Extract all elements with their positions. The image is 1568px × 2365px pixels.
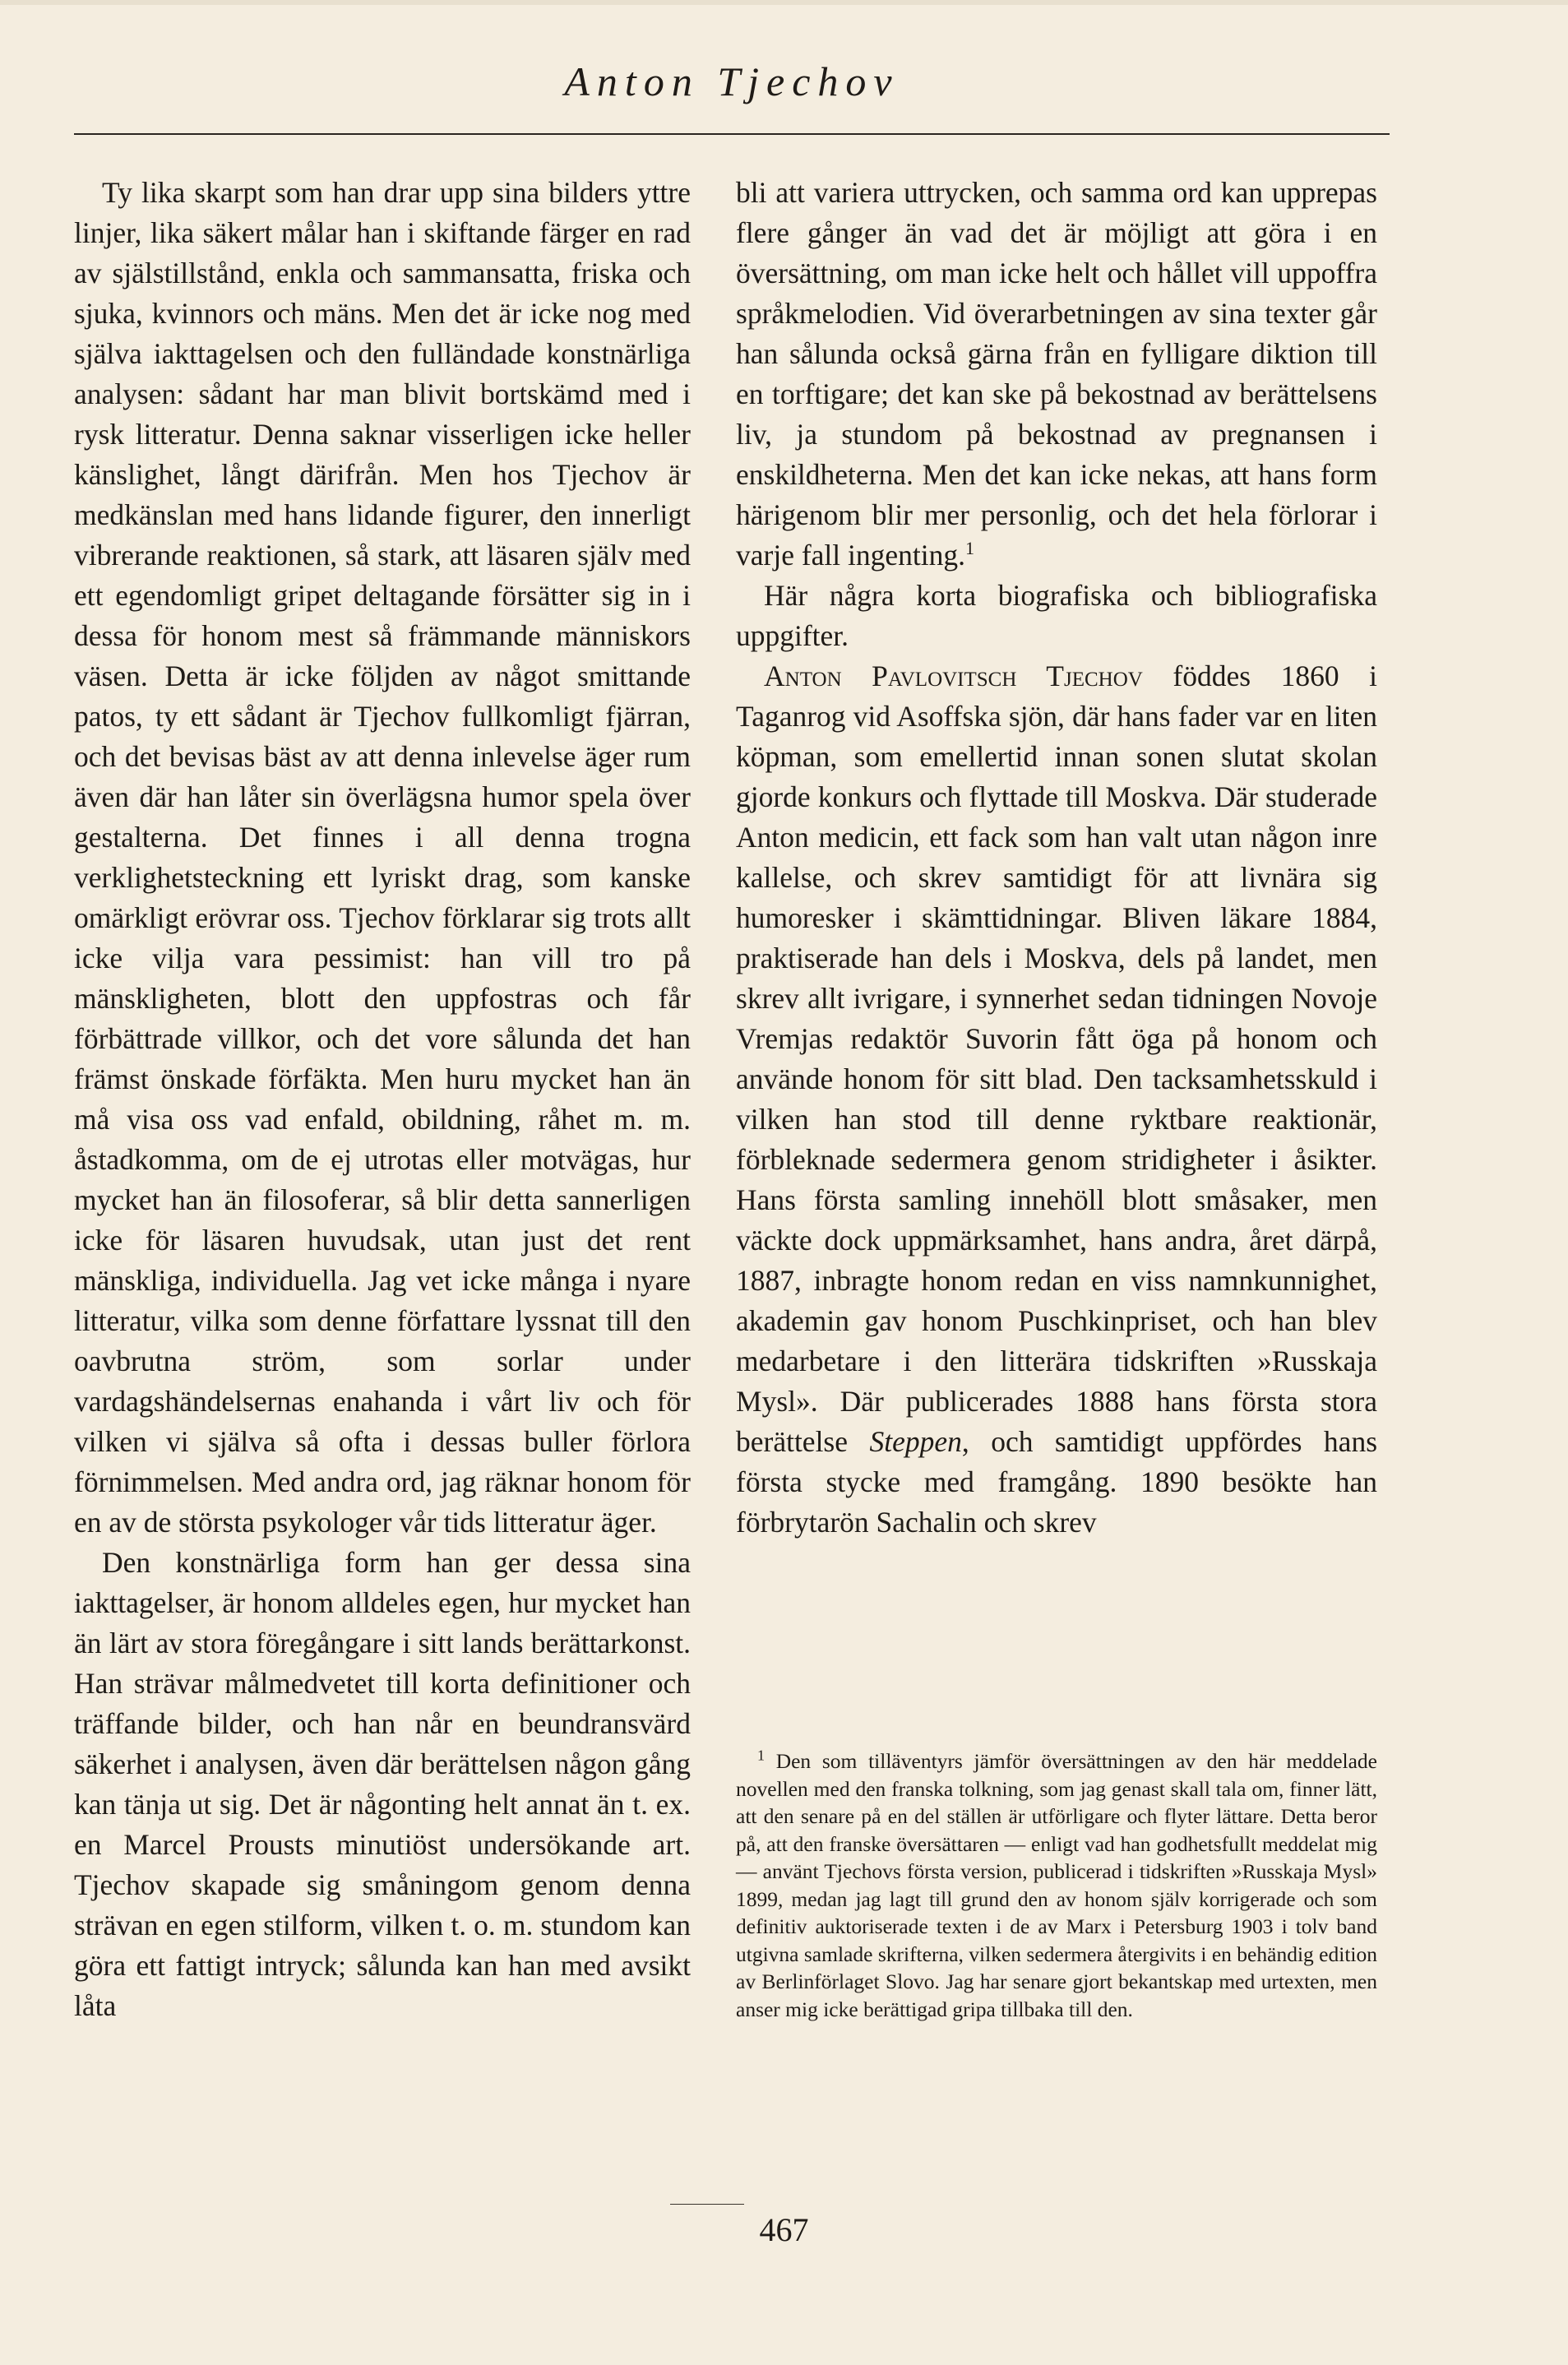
right-paragraph-1-text: bli att variera uttrycken, och samma ord kan upprepas flere gånger än vad det är möjligt att göra i en översättning, om man icke helt och hållet vill uppoffra språkmelodien. Vid överarbetningen av sina texter går han sålunda också gärna från en fylligare diktion till en torftigare; det kan ske på bekostnad av berättelsens liv, ja stundom på bekostnad av pregnansen i enskildheterna. Men det kan icke nekas, att hans form härigenom blir mer personlig, och det hela förlorar i varje fall ingenting.	[736, 176, 1377, 572]
page-top-edge	[0, 0, 1568, 5]
work-title-steppen: Steppen	[869, 1425, 962, 1458]
right-paragraph-1	[736, 173, 1377, 576]
right-paragraph-2: Här några korta biografiska och bibliografiska uppgifter.	[736, 579, 1377, 652]
footnote-number: 1	[757, 1747, 765, 1764]
right-paragraph-3-text-b: , och samtidigt uppfördes hans första stycke med framgång. 1890 besökte han förbrytarön Sachalin och skrev	[736, 1425, 1378, 1539]
page-number: 467	[759, 2211, 809, 2248]
right-paragraph-3	[736, 656, 1377, 1543]
footnote-text: Den som tilläventyrs jämför översättningen av den här meddelade novellen med den franska tolkning, som jag genast skall tala om, finner lätt, att den senare på en del ställen är utförligare och flyter lättare. Detta beror på, att den franske översättaren — enligt vad han godhetsfullt meddelat mig — använt Tjechovs första version, publicerad i tidskriften »Russkaja Mysl» 1899, medan jag lagt till grund den av honom själv korrigerade och som definitiv auktoriserade texten i de av Marx i Petersburg 1903 i tolv band utgivna samlade skrifterna, vilken sedermera återgivits i en behändig edition av Berlinförlaget Slovo. Jag har senare gjort bekantskap med urtexten, men anser mig icke berättigad gripa tillbaka till den.	[736, 1749, 1377, 2021]
left-column	[74, 173, 691, 2026]
header-rule	[74, 133, 1390, 135]
footnote-reference[interactable]: 1	[964, 538, 974, 559]
right-paragraph-3-text-a: föddes 1860 i Taganrog vid Asoffska sjön, där hans fader var en liten köpman, som emellertid innan sonen slutat skolan gjorde konkurs och flyttade till Moskva. Där studerade Anton medicin, ett fack som han valt utan någon inre kallelse, och skrev samtidigt för att livnära sig humoresker i skämttidningar. Bliven läkare 1884, praktiserade han dels i Moskva, dels på landet, men skrev allt ivrigare, i synnerhet sedan tidningen Novoje Vremjas redaktör Suvorin fått öga på honom och använde honom för sitt blad. Den tacksamhetsskuld i vilken han stod till denne ryktbare reaktionär, förbleknade sedermera genom stridigheter i åsikter. Hans första samling innehöll blott småsaker, men väckte dock uppmärksamhet, hans andra, året därpå, 1887, inbragte honom redan en viss namnkunnighet, akademin gav honom Puschkinpriset, och han blev medarbetare i den litterära tidskriften »Russkaja Mysl». Där publicerades 1888 hans första stora berättelse	[736, 660, 1377, 1458]
running-header-title: Anton Tjechov	[564, 58, 900, 104]
left-paragraph-2: Den konstnärliga form han ger dessa sina iakttagelser, är honom alldeles egen, hur mycket han än lärt av stora föregångare i sitt lands berättarkonst. Han strävar målmedvetet till korta definitioner och träffande bilder, och han når en beundransvärd säkerhet i analysen, även där berättelsen någon gång kan tänja ut sig. Det är någonting helt annat än t. ex. en Marcel Prousts minutiöst undersökande art. Tjechov skapade sig småningom genom denna strävan en egen stilform, vilken t. o. m. stundom kan göra ett fattigt intryck; sålunda kan han med avsikt låta	[74, 1546, 691, 2022]
page-number-rule	[670, 2204, 744, 2205]
left-paragraph-1: Ty lika skarpt som han drar upp sina bilders yttre linjer, lika säkert målar han i skiftande färger en rad av själstillstånd, enkla och sammansatta, friska och sjuka, kvinnors och mäns. Men det är icke nog med själva iakttagelsen och den fulländade konstnärliga analysen: sådant har man blivit bortskämd med i rysk litteratur. Denna saknar visserligen icke heller känslighet, långt därifrån. Men hos Tjechov är medkänslan med hans lidande figurer, den innerligt vibrerande reaktionen, så stark, att läsaren själv med ett egendomligt gripet deltagande försätter sig in i dessa för honom mest så främmande människors väsen. Detta är icke följden av något smittande patos, ty ett sådant är Tjechov fullkomligt fjärran, och det bevisas bäst av att denna inlevelse äger rum även där han låter sin överlägsna humor spela över gestalterna. Det finnes i all denna trogna verklighetsteckning ett lyriskt drag, som kanske omärkligt erövrar oss. Tjechov förklarar sig trots allt icke vilja vara pessimist: han vill tro på mänskligheten, blott den uppfostras och får förbättrade villkor, och det vore sålunda det han främst önskade förfäkta. Men huru mycket han än må visa oss vad enfald, obildning, råhet m. m. åstadkomma, om de ej utrotas eller motvägas, hur mycket han än filosoferar, så blir detta sannerligen icke för läsaren huvudsak, utan just det rent mänskliga, individuella. Jag vet icke många i nyare litteratur, vilka som denne författare lyssnat till den oavbrutna ström, som sorlar under vardagshändelsernas enahanda i vårt liv och för vilken vi själva så ofta i dessas buller förlora förnimmelsen. Med andra ord, jag räknar honom för en av de största psykologer vår tids litteratur äger.	[74, 176, 691, 1539]
footnote	[736, 1747, 1377, 2023]
right-column	[736, 173, 1377, 1543]
author-name: Anton Pavlovitsch Tjechov	[764, 660, 1143, 692]
